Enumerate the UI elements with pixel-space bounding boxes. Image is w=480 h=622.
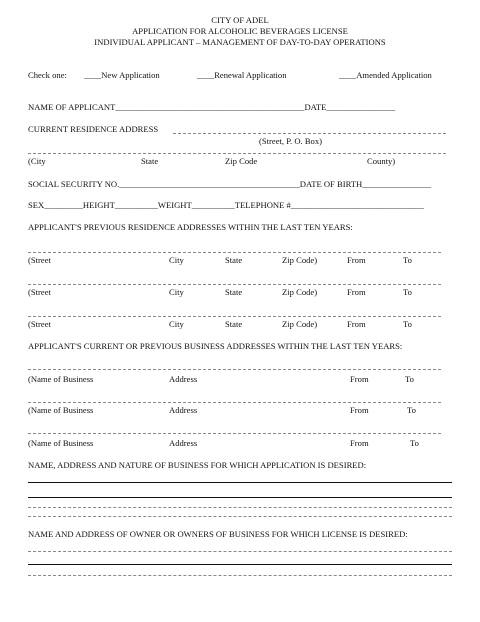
owners-line-3[interactable] bbox=[28, 575, 452, 576]
from-hint: From bbox=[347, 255, 366, 265]
street-hint: (Street bbox=[28, 255, 51, 265]
to-hint: To bbox=[410, 438, 419, 448]
business-address-hint: Address bbox=[169, 438, 198, 448]
from-hint: From bbox=[350, 374, 369, 384]
residence-line-2[interactable] bbox=[28, 153, 446, 154]
state-hint: State bbox=[141, 156, 159, 166]
renewal-application-option[interactable]: ____Renewal Application bbox=[197, 70, 287, 80]
applicant-name-date-field[interactable]: NAME OF APPLICANT____________________________________________DATE________________ bbox=[28, 102, 396, 112]
current-residence-line[interactable] bbox=[173, 133, 446, 134]
to-hint: To bbox=[403, 287, 412, 297]
street-hint: (Street bbox=[28, 287, 51, 297]
business-line-3[interactable] bbox=[28, 433, 441, 434]
from-hint: From bbox=[350, 405, 369, 415]
owners-line-1[interactable] bbox=[28, 551, 452, 552]
city-hint: City bbox=[169, 287, 184, 297]
business-name-hint: (Name of Business bbox=[28, 405, 94, 415]
state-hint: State bbox=[225, 287, 243, 297]
city-hint: (City bbox=[28, 156, 46, 166]
owners-line-2[interactable] bbox=[28, 564, 452, 565]
business-line-2[interactable] bbox=[28, 402, 441, 403]
state-hint: State bbox=[225, 319, 243, 329]
ssn-dob-field[interactable]: SOCIAL SECURITY NO.__________________________________________DATE OF BIRTH________________ bbox=[28, 179, 431, 189]
business-name-hint: (Name of Business bbox=[28, 374, 94, 384]
business-name-hint: (Name of Business bbox=[28, 438, 94, 448]
street-hint: (Street bbox=[28, 319, 51, 329]
business-nature-line-2[interactable] bbox=[28, 497, 452, 498]
business-line-1[interactable] bbox=[28, 369, 441, 370]
current-residence-label: CURRENT RESIDENCE ADDRESS bbox=[28, 124, 159, 134]
business-nature-heading: NAME, ADDRESS AND NATURE OF BUSINESS FOR WHICH APPLICATION IS DESIRED: bbox=[28, 460, 367, 470]
new-application-option[interactable]: ____New Application bbox=[84, 70, 160, 80]
form-subtitle: INDIVIDUAL APPLICANT – MANAGEMENT OF DAY-TO-DAY OPERATIONS bbox=[94, 37, 386, 47]
to-hint: To bbox=[405, 374, 414, 384]
business-nature-line-4[interactable] bbox=[28, 516, 452, 517]
form-title: APPLICATION FOR ALCOHOLIC BEVERAGES LICENSE bbox=[132, 26, 348, 36]
check-one-label: Check one: bbox=[28, 70, 67, 80]
street-po-box-hint: (Street, P. O. Box) bbox=[259, 136, 323, 146]
business-addresses-heading: APPLICANT'S CURRENT OR PREVIOUS BUSINESS ADDRESSES WITHIN THE LAST TEN YEARS: bbox=[28, 341, 403, 351]
county-hint: County) bbox=[367, 156, 396, 166]
business-nature-line-3[interactable] bbox=[28, 507, 452, 508]
business-address-hint: Address bbox=[169, 374, 198, 384]
city-hint: City bbox=[169, 255, 184, 265]
from-hint: From bbox=[347, 287, 366, 297]
amended-application-option[interactable]: ____Amended Application bbox=[339, 70, 432, 80]
prev-residence-line-2[interactable] bbox=[28, 284, 441, 285]
sex-height-weight-phone-field[interactable]: SEX_________HEIGHT__________WEIGHT__________TELEPHONE #_______________________________ bbox=[28, 200, 425, 210]
to-hint: To bbox=[407, 405, 416, 415]
zip-hint: Zip Code bbox=[225, 156, 258, 166]
owners-heading: NAME AND ADDRESS OF OWNER OR OWNERS OF BUSINESS FOR WHICH LICENSE IS DESIRED: bbox=[28, 529, 408, 539]
zip-hint: Zip Code) bbox=[282, 255, 318, 265]
previous-residence-heading: APPLICANT'S PREVIOUS RESIDENCE ADDRESSES WITHIN THE LAST TEN YEARS: bbox=[28, 222, 353, 232]
prev-residence-line-3[interactable] bbox=[28, 316, 441, 317]
business-address-hint: Address bbox=[169, 405, 198, 415]
from-hint: From bbox=[350, 438, 369, 448]
zip-hint: Zip Code) bbox=[282, 287, 318, 297]
state-hint: State bbox=[225, 255, 243, 265]
business-nature-line-1[interactable] bbox=[28, 482, 452, 483]
to-hint: To bbox=[403, 255, 412, 265]
from-hint: From bbox=[347, 319, 366, 329]
city-title: CITY OF ADEL bbox=[211, 15, 269, 25]
city-hint: City bbox=[169, 319, 184, 329]
to-hint: To bbox=[403, 319, 412, 329]
prev-residence-line-1[interactable] bbox=[28, 252, 441, 253]
zip-hint: Zip Code) bbox=[282, 319, 318, 329]
